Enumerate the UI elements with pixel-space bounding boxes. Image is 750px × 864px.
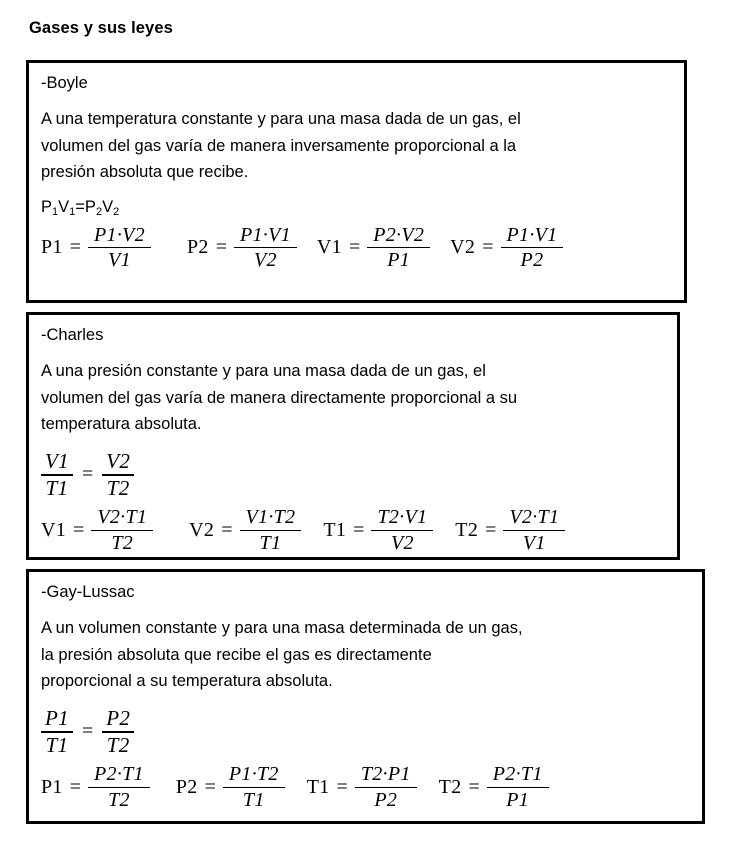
formula-lhs: V2	[189, 518, 215, 541]
fraction	[503, 506, 565, 554]
formula-equals: =	[348, 236, 361, 259]
fraction-numerator: T2·P1	[360, 763, 411, 786]
formula-p1	[41, 224, 151, 272]
law-box-charles-content	[29, 315, 677, 555]
formula-lhs: T2	[438, 775, 462, 798]
formula-equals: =	[204, 775, 216, 798]
fraction-numerator: P2·T1	[94, 763, 144, 786]
boyle-eq-p2-var: P	[84, 197, 96, 216]
gay-lussac-main-equation	[41, 707, 692, 758]
fraction-numerator: P1·T2	[228, 763, 279, 786]
charles-main-equation	[41, 450, 667, 501]
formula-equals: =	[336, 775, 348, 798]
charles-derived-formulas	[41, 506, 667, 554]
fraction	[91, 506, 153, 554]
formula-lhs: V1	[316, 236, 342, 259]
law-description-gay-lussac	[41, 615, 681, 695]
fraction-denominator: P2	[520, 249, 544, 272]
fraction-numerator: V1·T2	[245, 506, 296, 529]
formula-lhs: P1	[41, 236, 63, 259]
fraction-denominator: T2	[108, 789, 130, 812]
law-description-line: la presión absoluta que recibe el gas es directamente	[41, 645, 432, 664]
fraction-numerator: V2·T1	[97, 506, 148, 529]
formula-v1	[317, 224, 430, 272]
formula-equals: =	[468, 775, 480, 798]
page-title: Gases y sus leyes	[29, 19, 173, 37]
fraction	[234, 224, 297, 272]
law-box-boyle-content	[29, 63, 684, 272]
boyle-eq-v2-var: V	[102, 197, 114, 216]
fraction	[223, 763, 285, 811]
formula-lhs: P2	[186, 236, 209, 259]
fraction-denominator: V2	[390, 532, 414, 555]
formula-equals: =	[221, 518, 233, 541]
boyle-eq-p1-var: P	[41, 197, 53, 216]
fraction	[240, 506, 302, 554]
fraction	[367, 224, 430, 272]
fraction-denominator: P1	[506, 789, 530, 812]
fraction-numerator: V2·T1	[509, 506, 560, 529]
law-box-boyle	[26, 60, 687, 303]
main-equation	[41, 450, 134, 501]
fraction	[501, 224, 564, 272]
fraction-denominator: T1	[259, 532, 282, 555]
formula-v1	[41, 506, 153, 554]
fraction-bar	[371, 530, 433, 532]
fraction-denominator: P2	[374, 789, 398, 812]
law-description-line: A una presión constante y para una masa dada de un gas, el	[41, 362, 486, 380]
law-name-charles: -Charles	[41, 326, 104, 344]
formula-p1	[41, 763, 150, 811]
formula-p2	[176, 763, 285, 811]
fraction-numerator: P1	[45, 705, 69, 730]
fraction-numerator: V1	[45, 448, 69, 473]
fraction-bar	[367, 247, 430, 249]
fraction	[371, 506, 433, 554]
law-name-boyle: -Boyle	[41, 74, 88, 92]
boyle-inline-equation	[41, 198, 674, 218]
fraction-right	[102, 450, 134, 501]
fraction-numerator: V2	[106, 448, 131, 473]
law-description-line: volumen del gas varía de manera inversamente proporcional a la	[41, 136, 517, 155]
fraction-numerator: P1·V1	[506, 223, 558, 246]
fraction-bar	[240, 530, 302, 532]
formula-lhs: P2	[175, 775, 198, 798]
main-equation	[41, 707, 134, 758]
formula-t1	[307, 763, 417, 811]
law-box-gay-lussac	[26, 569, 705, 824]
fraction-numerator: P1·V2	[94, 223, 145, 246]
fraction	[88, 763, 150, 811]
fraction-denominator: T2	[111, 532, 134, 555]
boyle-eq-p2-sub: 2	[95, 205, 103, 218]
fraction-left	[41, 450, 73, 501]
formula-t2	[455, 506, 565, 554]
fraction-left	[41, 707, 73, 758]
fraction-numerator: T2·V1	[377, 506, 428, 529]
formula-equals: =	[215, 236, 227, 259]
formula-v2	[189, 506, 301, 554]
formula-t1	[323, 506, 433, 554]
formula-lhs: V1	[41, 518, 67, 541]
boyle-eq-p1-sub: 1	[52, 205, 59, 218]
formula-equals: =	[69, 236, 82, 259]
fraction-bar	[91, 530, 153, 532]
fraction-bar	[223, 787, 285, 789]
formula-equals: =	[482, 236, 494, 259]
fraction-right	[102, 707, 134, 758]
boyle-eq-v1-sub: 1	[69, 205, 76, 218]
formula-lhs: V2	[450, 236, 476, 259]
formula-lhs: T1	[306, 775, 330, 798]
fraction-denominator: T1	[45, 475, 69, 500]
fraction-numerator: P2	[106, 705, 131, 730]
fraction-denominator: V1	[108, 249, 131, 272]
formula-equals: =	[353, 518, 365, 541]
formula-equals: =	[69, 775, 82, 798]
main-equation-equals: =	[81, 463, 94, 486]
main-equation-equals: =	[81, 720, 94, 743]
law-description-line: presión absoluta que recibe.	[41, 163, 249, 181]
law-box-gay-lussac-content	[29, 572, 702, 812]
formula-t2	[439, 763, 549, 811]
fraction-denominator: V1	[522, 532, 546, 555]
law-description-line: volumen del gas varía de manera directamente proporcional a su	[41, 388, 518, 407]
fraction-denominator: V2	[254, 249, 277, 272]
law-description-line: A una temperatura constante y para una masa dada de un gas, el	[41, 110, 521, 128]
fraction-bar	[234, 247, 297, 249]
fraction	[487, 763, 549, 811]
formula-equals: =	[485, 518, 497, 541]
fraction-denominator: P1	[387, 249, 411, 272]
formula-lhs: T1	[323, 518, 347, 541]
formula-equals: =	[73, 518, 85, 541]
fraction-bar	[501, 247, 564, 249]
fraction-bar	[355, 787, 417, 789]
fraction-denominator: T2	[106, 732, 130, 757]
law-name-gay-lussac: -Gay-Lussac	[41, 583, 135, 601]
law-description-line: temperatura absoluta.	[41, 415, 202, 433]
formula-lhs: P1	[41, 775, 63, 798]
law-description-line: proporcional a su temperatura absoluta.	[41, 672, 333, 690]
gay-lussac-derived-formulas	[41, 763, 692, 811]
fraction-denominator: T2	[106, 475, 130, 500]
boyle-eq-v1-var: V	[58, 197, 70, 216]
fraction-bar	[503, 530, 565, 532]
law-box-charles	[26, 312, 680, 560]
boyle-eq-equals: =	[75, 197, 85, 216]
fraction-bar	[88, 247, 151, 249]
fraction-bar	[88, 787, 150, 789]
law-description-charles	[41, 358, 667, 438]
formula-lhs: T2	[455, 518, 479, 541]
formula-v2	[450, 224, 563, 272]
fraction-bar	[487, 787, 549, 789]
fraction-denominator: T1	[242, 789, 265, 812]
formula-p2	[187, 224, 297, 272]
law-description-line: A un volumen constante y para una masa determinada de un gas,	[41, 619, 523, 637]
fraction-numerator: P2·T1	[492, 763, 543, 786]
fraction-numerator: P2·V2	[373, 223, 425, 246]
law-description-boyle	[41, 106, 674, 186]
fraction-denominator: T1	[45, 732, 69, 757]
boyle-derived-formulas	[41, 224, 674, 272]
fraction	[88, 224, 151, 272]
boyle-eq-v2-sub: 2	[113, 205, 120, 218]
fraction-numerator: P1·V1	[239, 223, 291, 246]
fraction	[355, 763, 417, 811]
